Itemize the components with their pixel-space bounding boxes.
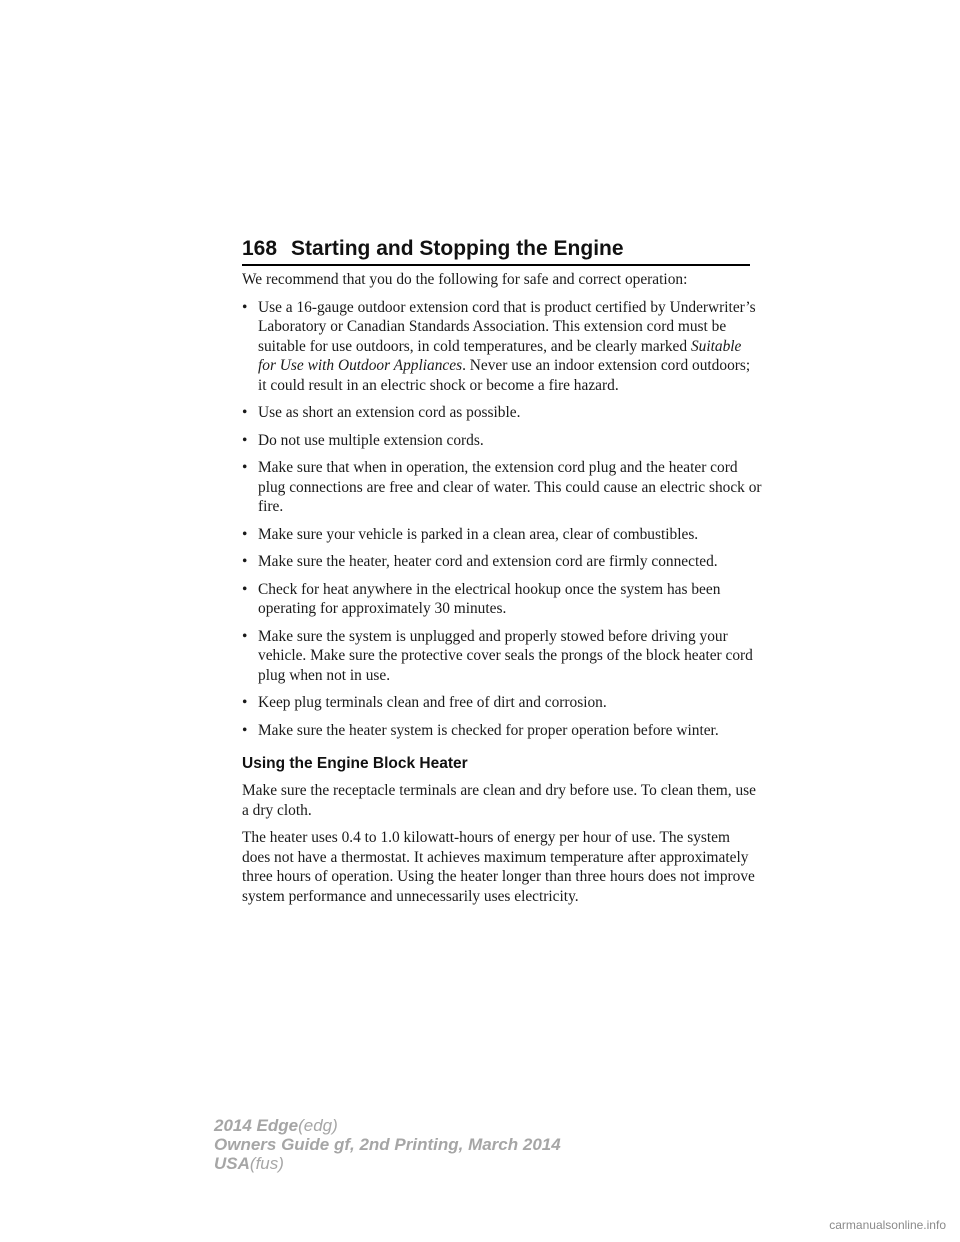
footer-line-model bbox=[214, 1116, 561, 1135]
section-paragraph: The heater uses 0.4 to 1.0 kilowatt-hours of energy per hour of use. The system does not have a thermostat. It achieves maximum temperature after approximately three hours of operation. Using the heater longer than three hours does not improve system performance and unnecessarily uses electricity. bbox=[242, 829, 755, 905]
body-content bbox=[242, 270, 762, 914]
footer-model: 2014 Edge bbox=[214, 1116, 299, 1135]
bullet-text: Check for heat anywhere in the electrical hookup once the system has been operating for approximately 30 minutes. bbox=[258, 580, 721, 617]
site-watermark: carmanualsonline.info bbox=[829, 1218, 946, 1232]
bullet-icon: • bbox=[242, 721, 248, 739]
bullet-item bbox=[242, 693, 762, 713]
bullet-item bbox=[242, 627, 762, 686]
section-paragraph: Make sure the receptacle terminals are clean and dry before use. To clean them, use a dry cloth. bbox=[242, 782, 756, 819]
chapter-title: Starting and Stopping the Engine bbox=[291, 237, 624, 260]
bullet-icon: • bbox=[242, 580, 248, 598]
footer-market-code: (fus) bbox=[249, 1154, 284, 1173]
bullet-icon: • bbox=[242, 459, 248, 476]
bullet-text: Use as short an extension cord as possible. bbox=[258, 404, 521, 421]
bullet-text: Do not use multiple extension cords. bbox=[258, 431, 484, 449]
safety-bullet-list bbox=[242, 298, 762, 741]
footer-model-code: (edg) bbox=[298, 1116, 338, 1135]
bullet-italic-text: Suitable for Use with Outdoor Appliances bbox=[258, 337, 742, 374]
bullet-text: Keep plug terminals clean and free of dirt and corrosion. bbox=[258, 694, 607, 711]
bullet-icon: • bbox=[242, 627, 248, 645]
bullet-item bbox=[242, 403, 762, 423]
bullet-text: Make sure the system is unplugged and properly stowed before driving your vehicle. Make sure the protective cover seals the prongs of the block heater cord plug when not in use. bbox=[258, 627, 753, 684]
bullet-icon: • bbox=[242, 298, 248, 316]
intro-paragraph: We recommend that you do the following for safe and correct operation: bbox=[242, 271, 688, 288]
bullet-text: Make sure that when in operation, the extension cord plug and the heater cord plug connections are free and clear of water. This could cause an electric shock or fire. bbox=[258, 459, 762, 515]
bullet-icon: • bbox=[242, 553, 248, 570]
bullet-text: Make sure the heater, heater cord and extension cord are firmly connected. bbox=[258, 553, 718, 570]
bullet-item bbox=[242, 298, 762, 396]
bullet-item bbox=[242, 552, 762, 572]
bullet-icon: • bbox=[242, 694, 248, 711]
section-heading: Using the Engine Block Heater bbox=[242, 755, 468, 772]
page-footer bbox=[214, 1116, 561, 1173]
bullet-item bbox=[242, 580, 762, 619]
page-header bbox=[242, 228, 750, 266]
bullet-text: Make sure the heater system is checked for proper operation before winter. bbox=[258, 721, 719, 739]
footer-market: USA bbox=[214, 1154, 250, 1173]
bullet-text: . Never use an indoor extension cord outdoors; it could result in an electric shock or become a fire hazard. bbox=[258, 357, 751, 394]
page-number: 168 bbox=[242, 237, 278, 260]
bullet-text: Use a 16-gauge outdoor extension cord that is product certified by Underwriter’s Laboratory or Canadian Standards Association. This extension cord must be suitable for use outdoors, in cold temperatures, and be clearly marked bbox=[258, 298, 756, 355]
bullet-item bbox=[242, 721, 762, 741]
bullet-text: Make sure your vehicle is parked in a clean area, clear of combustibles. bbox=[258, 525, 699, 543]
bullet-icon: • bbox=[242, 525, 248, 543]
footer-line-market bbox=[214, 1154, 561, 1173]
footer-line-edition: Owners Guide gf, 2nd Printing, March 2014 bbox=[214, 1135, 561, 1154]
bullet-item bbox=[242, 525, 762, 545]
bullet-item bbox=[242, 458, 762, 517]
bullet-icon: • bbox=[242, 431, 248, 449]
bullet-item bbox=[242, 431, 762, 451]
bullet-icon: • bbox=[242, 404, 248, 421]
